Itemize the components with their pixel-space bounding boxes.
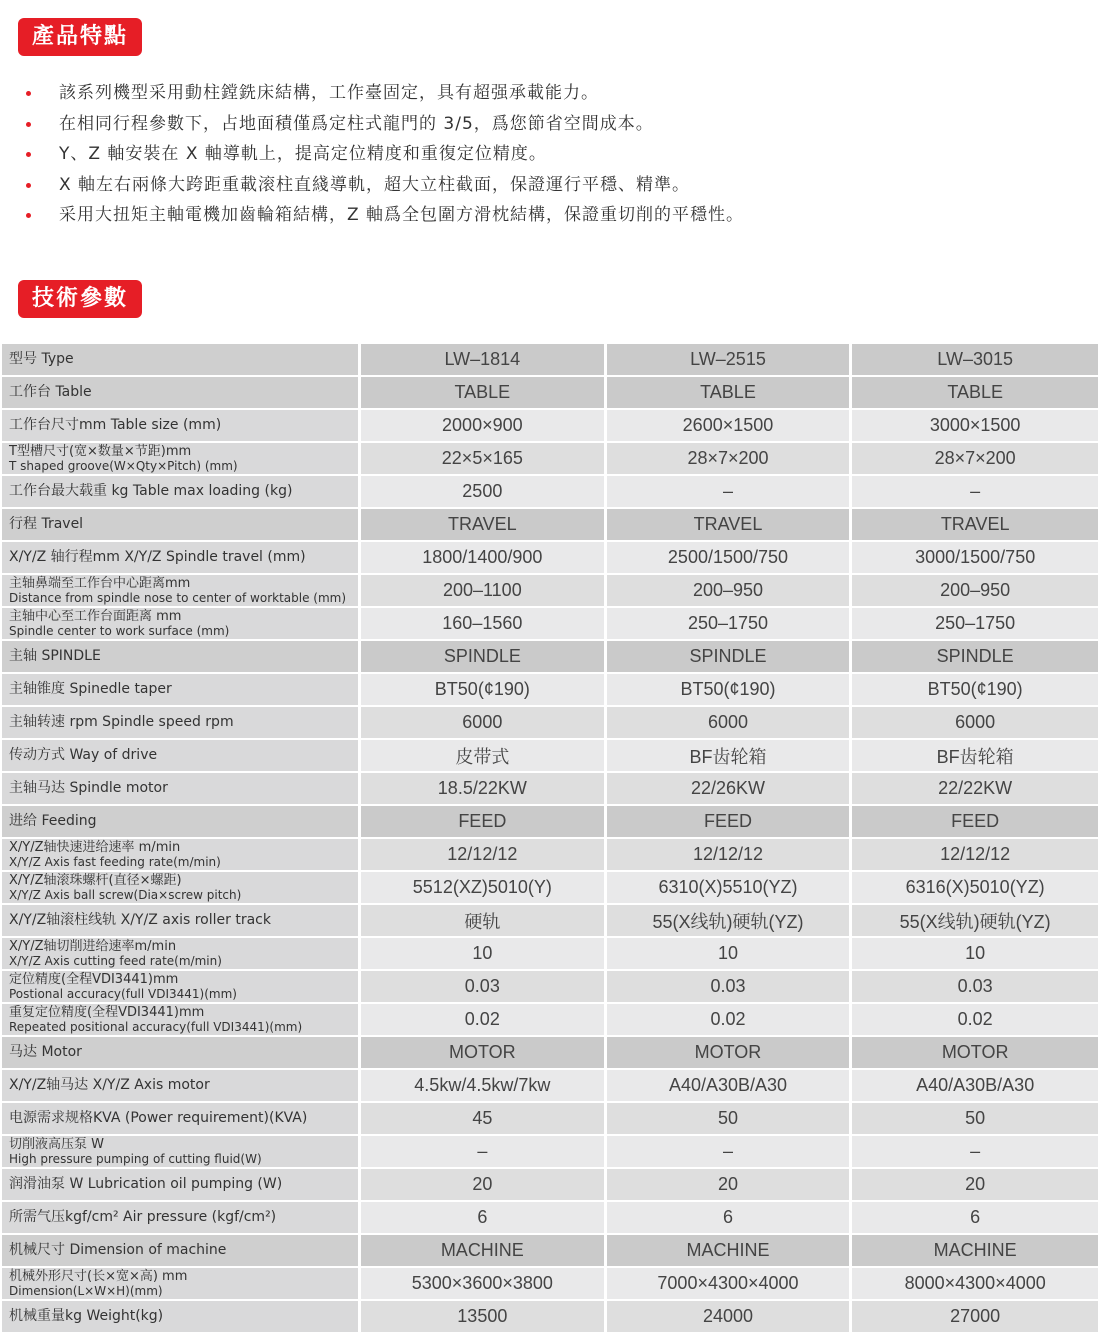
- table-row: [2, 476, 1098, 507]
- row-label: [2, 740, 361, 771]
- cell-model-3: 6000: [852, 707, 1098, 738]
- cell-model-3: BT50(¢190): [852, 674, 1098, 705]
- cell-model-3: 10: [852, 938, 1098, 969]
- cell-model-3: 250–1750: [852, 608, 1098, 639]
- cell-model-2: 250–1750: [607, 608, 853, 639]
- row-label-line: X/Y/Z Axis fast feeding rate(m/min): [9, 854, 221, 869]
- cell-model-3: 12/12/12: [852, 839, 1098, 870]
- feature-item: [22, 200, 744, 231]
- row-label-line: 工作台最大载重 kg Table max loading (kg): [9, 483, 293, 499]
- row-label-line: 机械尺寸 Dimension of machine: [9, 1242, 227, 1258]
- table-row: [2, 1301, 1098, 1332]
- row-label: [2, 377, 361, 408]
- cell-model-1: 45: [361, 1103, 607, 1134]
- bullet-icon: [26, 122, 31, 127]
- feature-list: [22, 78, 744, 231]
- table-row: [2, 674, 1098, 705]
- row-label: [2, 1235, 361, 1266]
- cell-model-3: 6: [852, 1202, 1098, 1233]
- cell-model-1: 5512(XZ)5010(Y): [361, 872, 607, 903]
- table-row: [2, 773, 1098, 804]
- cell-model-3: MOTOR: [852, 1037, 1098, 1068]
- cell-model-1: 22×5×165: [361, 443, 607, 474]
- row-label-line: Spindle center to work surface (mm): [9, 623, 230, 638]
- row-label: [2, 575, 361, 606]
- cell-model-1: LW–1814: [361, 344, 607, 375]
- cell-model-2: 50: [607, 1103, 853, 1134]
- cell-model-3: TRAVEL: [852, 509, 1098, 540]
- row-label-line: 主轴马达 Spindle motor: [9, 780, 168, 796]
- table-row: [2, 1070, 1098, 1101]
- cell-model-1: 160–1560: [361, 608, 607, 639]
- bullet-icon: [26, 152, 31, 157]
- row-label-line: High pressure pumping of cutting fluid(W): [9, 1151, 262, 1166]
- table-group-row: [2, 377, 1098, 408]
- cell-model-3: SPINDLE: [852, 641, 1098, 672]
- cell-model-1: 2000×900: [361, 410, 607, 441]
- row-label: [2, 905, 361, 936]
- feature-item: [22, 109, 744, 140]
- cell-model-2: 6310(X)5510(YZ): [607, 872, 853, 903]
- row-label-line: X/Y/Z轴马达 X/Y/Z Axis motor: [9, 1077, 210, 1093]
- cell-model-2: 0.03: [607, 971, 853, 1002]
- row-label: [2, 1136, 361, 1167]
- cell-model-1: FEED: [361, 806, 607, 837]
- row-label-line: 主轴 SPINDLE: [9, 648, 101, 664]
- row-label: [2, 443, 361, 474]
- cell-model-1: 4.5kw/4.5kw/7kw: [361, 1070, 607, 1101]
- row-label: [2, 1037, 361, 1068]
- table-row: [2, 410, 1098, 441]
- row-label: [2, 641, 361, 672]
- row-label-line: X/Y/Z Axis ball screw(Dia×screw pitch): [9, 887, 242, 902]
- cell-model-3: 0.02: [852, 1004, 1098, 1035]
- row-label-line: Dimension(L×W×H)(mm): [9, 1283, 163, 1298]
- cell-model-2: MACHINE: [607, 1235, 853, 1266]
- cell-model-3: 27000: [852, 1301, 1098, 1332]
- cell-model-2: 28×7×200: [607, 443, 853, 474]
- cell-model-3: TABLE: [852, 377, 1098, 408]
- cell-model-2: 6000: [607, 707, 853, 738]
- row-label-line: Postional accuracy(full VDI3441)(mm): [9, 986, 237, 1001]
- cell-model-2: 10: [607, 938, 853, 969]
- table-row: [2, 740, 1098, 771]
- row-label-line: T型槽尺寸(宽×数量×节距)mm: [9, 443, 192, 459]
- row-label-line: 主轴转速 rpm Spindle speed rpm: [9, 714, 234, 730]
- cell-model-3: 8000×4300×4000: [852, 1268, 1098, 1299]
- specs-section-title: 技術參數: [18, 280, 142, 318]
- row-label-line: 电源需求规格KVA (Power requirement)(KVA): [9, 1110, 308, 1126]
- cell-model-1: 6: [361, 1202, 607, 1233]
- cell-model-2: 12/12/12: [607, 839, 853, 870]
- feature-item: [22, 78, 744, 109]
- cell-model-1: 2500: [361, 476, 607, 507]
- row-label: [2, 542, 361, 573]
- table-row: [2, 1169, 1098, 1200]
- row-label: [2, 1268, 361, 1299]
- feature-text: Y、Z 軸安裝在 X 軸導軌上，提高定位精度和重復定位精度。: [59, 144, 547, 164]
- cell-model-1: 0.02: [361, 1004, 607, 1035]
- table-group-row: [2, 1037, 1098, 1068]
- cell-model-1: 硬轨: [361, 905, 607, 936]
- table-group-row: [2, 641, 1098, 672]
- cell-model-1: 200–1100: [361, 575, 607, 606]
- cell-model-1: BT50(¢190): [361, 674, 607, 705]
- row-label: [2, 1202, 361, 1233]
- cell-model-1: 1800/1400/900: [361, 542, 607, 573]
- cell-model-2: 20: [607, 1169, 853, 1200]
- cell-model-3: 6316(X)5010(YZ): [852, 872, 1098, 903]
- row-label-line: 传动方式 Way of drive: [9, 747, 158, 763]
- cell-model-1: 皮带式: [361, 740, 607, 771]
- cell-model-3: 3000×1500: [852, 410, 1098, 441]
- features-section-title: 產品特點: [18, 18, 142, 56]
- table-row: [2, 1268, 1098, 1299]
- table-row: [2, 608, 1098, 639]
- cell-model-2: –: [607, 1136, 853, 1167]
- cell-model-2: 6: [607, 1202, 853, 1233]
- cell-model-1: MOTOR: [361, 1037, 607, 1068]
- row-label: [2, 1169, 361, 1200]
- cell-model-1: TABLE: [361, 377, 607, 408]
- cell-model-1: 0.03: [361, 971, 607, 1002]
- table-row: [2, 872, 1098, 903]
- cell-model-3: MACHINE: [852, 1235, 1098, 1266]
- row-label: [2, 410, 361, 441]
- row-label-line: 进给 Feeding: [9, 813, 97, 829]
- feature-text: 采用大扭矩主軸電機加齒輪箱結構，Z 軸爲全包圍方滑枕結構，保證重切削的平穩性。: [59, 205, 745, 225]
- row-label-line: X/Y/Z Axis cutting feed rate(m/min): [9, 953, 222, 968]
- cell-model-1: 10: [361, 938, 607, 969]
- table-row: [2, 1202, 1098, 1233]
- bullet-icon: [26, 91, 31, 96]
- row-label-line: 机械外形尺寸(长×宽×高) mm: [9, 1268, 188, 1284]
- row-label-line: 型号 Type: [9, 351, 74, 367]
- cell-model-2: LW–2515: [607, 344, 853, 375]
- row-label-line: 机械重量kg Weight(kg): [9, 1308, 164, 1324]
- row-label: [2, 872, 361, 903]
- cell-model-3: 3000/1500/750: [852, 542, 1098, 573]
- spec-table: [2, 342, 1098, 1334]
- table-row: [2, 707, 1098, 738]
- cell-model-2: FEED: [607, 806, 853, 837]
- row-label: [2, 1301, 361, 1332]
- cell-model-3: –: [852, 1136, 1098, 1167]
- cell-model-2: 24000: [607, 1301, 853, 1332]
- table-row: [2, 905, 1098, 936]
- cell-model-2: 0.02: [607, 1004, 853, 1035]
- cell-model-3: 0.03: [852, 971, 1098, 1002]
- table-group-row: [2, 509, 1098, 540]
- cell-model-2: 2500/1500/750: [607, 542, 853, 573]
- table-row: [2, 542, 1098, 573]
- cell-model-2: BF齿轮箱: [607, 740, 853, 771]
- bullet-icon: [26, 183, 31, 188]
- row-label: [2, 1004, 361, 1035]
- cell-model-3: A40/A30B/A30: [852, 1070, 1098, 1101]
- table-row: [2, 1004, 1098, 1035]
- cell-model-1: 20: [361, 1169, 607, 1200]
- row-label-line: 马达 Motor: [9, 1044, 82, 1060]
- cell-model-2: 55(X线轨)硬轨(YZ): [607, 905, 853, 936]
- cell-model-3: BF齿轮箱: [852, 740, 1098, 771]
- table-row: [2, 839, 1098, 870]
- row-label-line: 切削液高压泵 W: [9, 1136, 104, 1152]
- cell-model-3: 200–950: [852, 575, 1098, 606]
- row-label: [2, 707, 361, 738]
- cell-model-2: MOTOR: [607, 1037, 853, 1068]
- table-row: [2, 1136, 1098, 1167]
- row-label: [2, 1103, 361, 1134]
- row-label-line: 定位精度(全程VDI3441)mm: [9, 971, 179, 987]
- cell-model-2: 200–950: [607, 575, 853, 606]
- row-label: [2, 839, 361, 870]
- cell-model-2: 7000×4300×4000: [607, 1268, 853, 1299]
- row-label: [2, 773, 361, 804]
- feature-text: 該系列機型采用動柱鏜銑床結構，工作臺固定，具有超强承載能力。: [59, 83, 599, 103]
- row-label-line: 工作台尺寸mm Table size (mm): [9, 417, 222, 433]
- bullet-icon: [26, 213, 31, 218]
- row-label-line: 主轴鼻端至工作台中心距离mm: [9, 575, 191, 591]
- row-label: [2, 608, 361, 639]
- cell-model-1: 12/12/12: [361, 839, 607, 870]
- feature-item: [22, 139, 744, 170]
- table-row: [2, 1103, 1098, 1134]
- cell-model-1: TRAVEL: [361, 509, 607, 540]
- row-label-line: 润滑油泵 W Lubrication oil pumping (W): [9, 1176, 283, 1192]
- row-label: [2, 476, 361, 507]
- cell-model-2: BT50(¢190): [607, 674, 853, 705]
- row-label-line: X/Y/Z轴滚柱线轨 X/Y/Z axis roller track: [9, 912, 271, 928]
- row-label-line: X/Y/Z轴快速进给速率 m/min: [9, 839, 181, 855]
- feature-text: X 軸左右兩條大跨距重載滚柱直綫導軌，超大立柱截面，保證運行平穩、精準。: [59, 174, 691, 195]
- cell-model-2: TRAVEL: [607, 509, 853, 540]
- row-label: [2, 344, 361, 375]
- row-label-line: 主轴中心至工作台面距离 mm: [9, 608, 182, 624]
- row-label: [2, 1070, 361, 1101]
- cell-model-1: –: [361, 1136, 607, 1167]
- cell-model-3: 50: [852, 1103, 1098, 1134]
- row-label-line: 工作台 Table: [9, 384, 92, 400]
- table-row: [2, 971, 1098, 1002]
- row-label: [2, 938, 361, 969]
- row-label-line: T shaped groove(W×Qty×Pitch) (mm): [9, 458, 238, 473]
- cell-model-3: 55(X线轨)硬轨(YZ): [852, 905, 1098, 936]
- cell-model-1: 13500: [361, 1301, 607, 1332]
- cell-model-2: 2600×1500: [607, 410, 853, 441]
- feature-text: 在相同行程參數下，占地面積僅爲定柱式龍門的 3/5，爲您節省空間成本。: [59, 113, 654, 134]
- row-label-line: X/Y/Z轴滚珠螺杆(直径×螺距): [9, 872, 182, 888]
- table-row: [2, 443, 1098, 474]
- table-group-row: [2, 344, 1098, 375]
- cell-model-2: 22/26KW: [607, 773, 853, 804]
- feature-item: [22, 170, 744, 201]
- row-label-line: Distance from spindle nose to center of worktable (mm): [9, 590, 347, 605]
- table-row: [2, 938, 1098, 969]
- row-label-line: 所需气压kgf/cm² Air pressure (kgf/cm²): [9, 1209, 277, 1225]
- row-label-line: 主轴锥度 Spinedle taper: [9, 681, 172, 697]
- cell-model-3: 20: [852, 1169, 1098, 1200]
- cell-model-2: –: [607, 476, 853, 507]
- row-label: [2, 674, 361, 705]
- cell-model-3: 22/22KW: [852, 773, 1098, 804]
- row-label: [2, 806, 361, 837]
- cell-model-1: 6000: [361, 707, 607, 738]
- row-label-line: X/Y/Z轴切削进给速率m/min: [9, 938, 177, 954]
- cell-model-2: SPINDLE: [607, 641, 853, 672]
- row-label: [2, 971, 361, 1002]
- table-row: [2, 575, 1098, 606]
- row-label-line: Repeated positional accuracy(full VDI3441)(mm): [9, 1019, 303, 1034]
- row-label-line: 行程 Travel: [9, 516, 84, 532]
- table-group-row: [2, 1235, 1098, 1266]
- cell-model-2: TABLE: [607, 377, 853, 408]
- row-label-line: 重复定位精度(全程VDI3441)mm: [9, 1004, 205, 1020]
- cell-model-3: –: [852, 476, 1098, 507]
- cell-model-2: A40/A30B/A30: [607, 1070, 853, 1101]
- cell-model-3: 28×7×200: [852, 443, 1098, 474]
- cell-model-3: LW–3015: [852, 344, 1098, 375]
- cell-model-1: 18.5/22KW: [361, 773, 607, 804]
- row-label: [2, 509, 361, 540]
- table-group-row: [2, 806, 1098, 837]
- row-label-line: X/Y/Z 轴行程mm X/Y/Z Spindle travel (mm): [9, 549, 306, 565]
- cell-model-1: SPINDLE: [361, 641, 607, 672]
- cell-model-1: 5300×3600×3800: [361, 1268, 607, 1299]
- cell-model-1: MACHINE: [361, 1235, 607, 1266]
- cell-model-3: FEED: [852, 806, 1098, 837]
